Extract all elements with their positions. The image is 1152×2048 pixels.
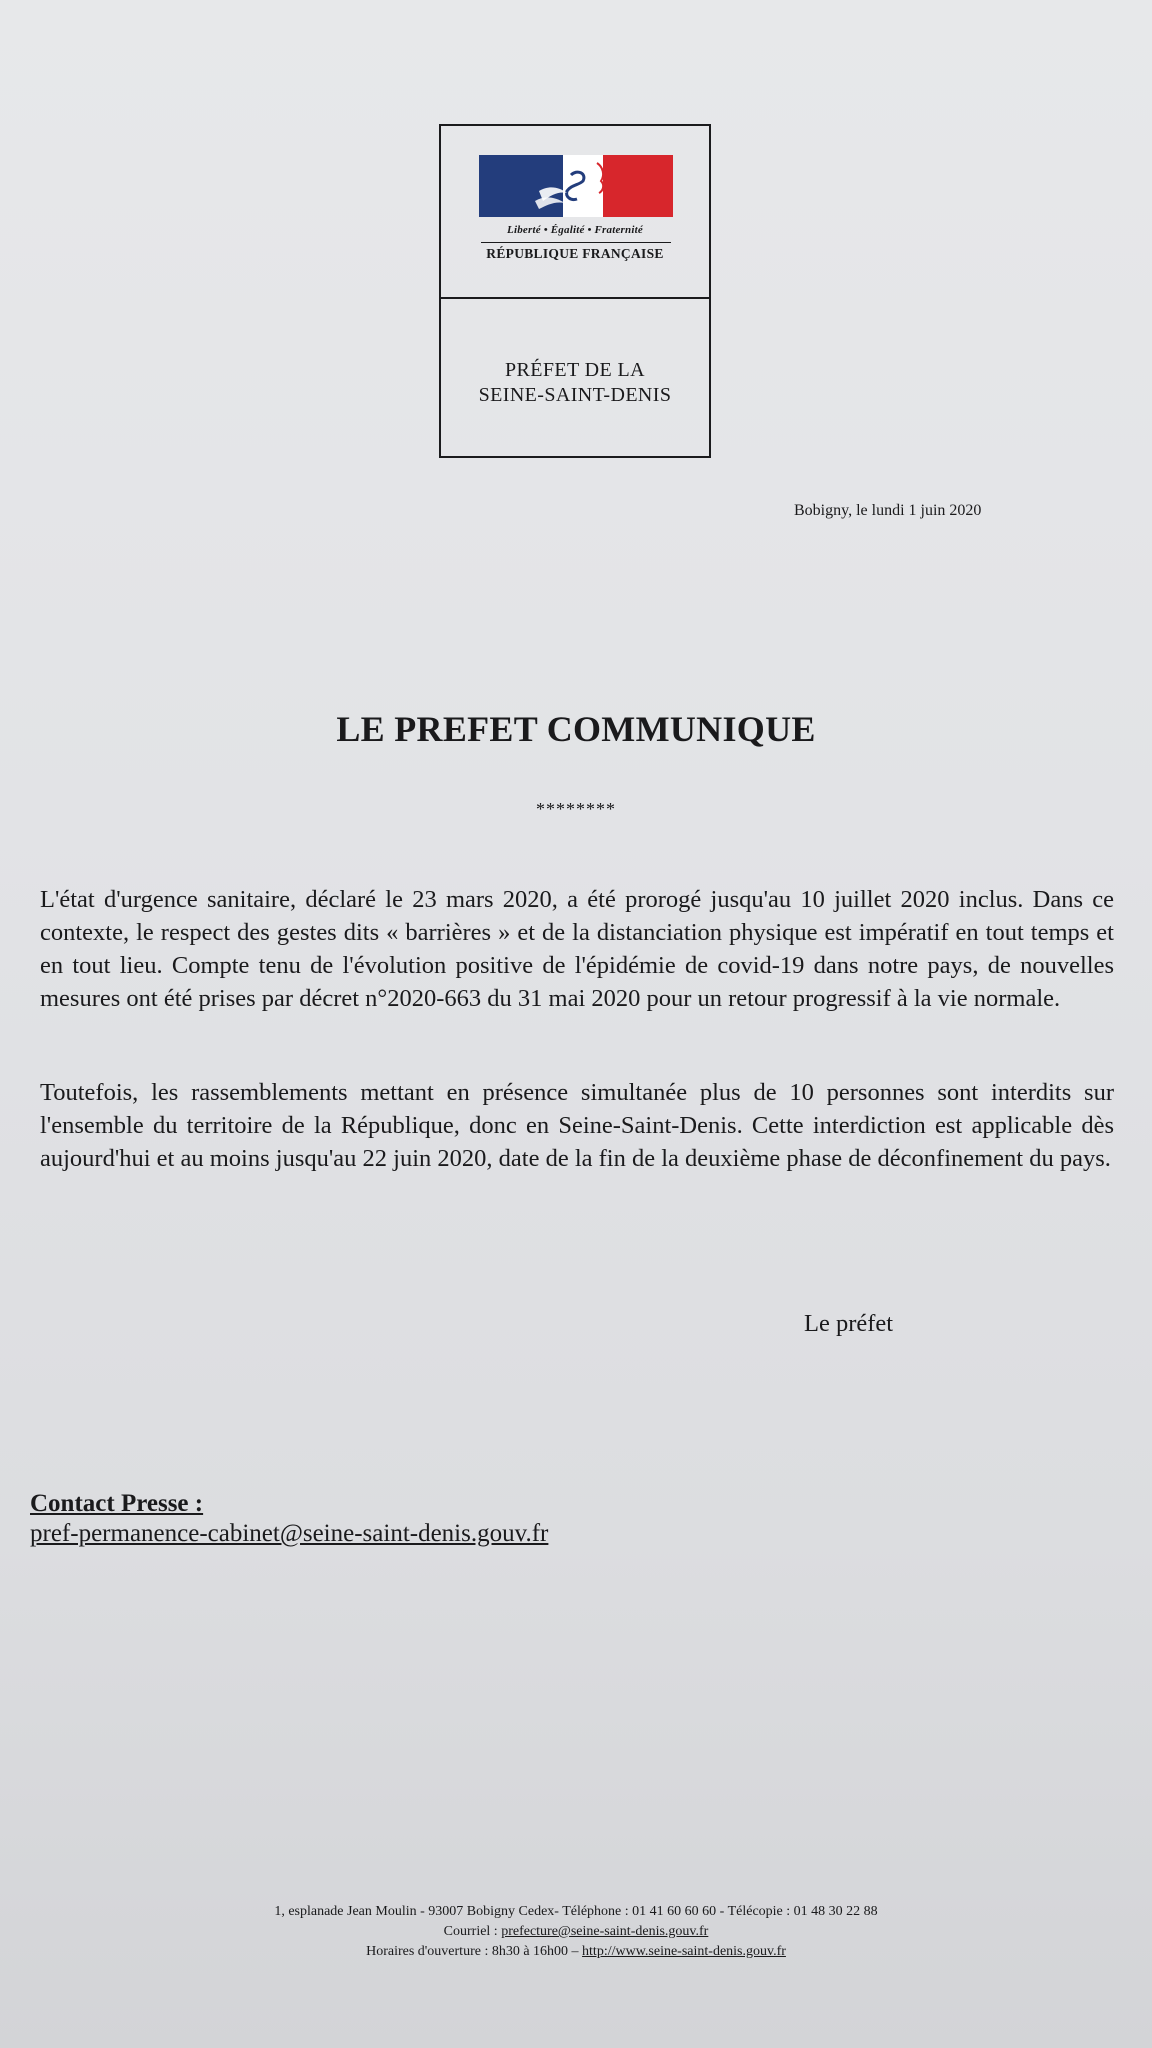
footer-mail-link[interactable]: prefecture@seine-saint-denis.gouv.fr <box>501 1924 709 1939</box>
footer-mail-label: Courriel : <box>443 1924 502 1939</box>
footer-hours-line <box>0 1942 1152 1962</box>
contact-email-link[interactable]: pref-permanence-cabinet@seine-saint-denis.gouv.fr <box>30 1520 549 1547</box>
footer <box>0 1902 1152 1962</box>
signature: Le préfet <box>804 1310 894 1337</box>
contact-press-label: Contact Presse : <box>30 1490 204 1517</box>
page-title: LE PREFET COMMUNIQUE <box>336 709 816 749</box>
prefecture-name-line2: SEINE-SAINT-DENIS <box>478 384 672 406</box>
logo-divider <box>481 242 671 243</box>
footer-website-link[interactable]: http://www.seine-saint-denis.gouv.fr <box>582 1944 786 1959</box>
footer-hours: Horaires d'ouverture : 8h30 à 16h00 – <box>366 1944 583 1959</box>
footer-address: 1, esplanade Jean Moulin - 93007 Bobigny Cedex- Téléphone : 01 41 60 60 60 - Télécopie : 01 48 30 22 88 <box>274 1904 878 1919</box>
motto-text: Liberté • Égalité • Fraternité <box>507 224 643 236</box>
footer-mail-line <box>0 1922 1152 1942</box>
prefecture-name-line1: PRÉFET DE LA <box>505 359 645 381</box>
body-paragraph-1: L'état d'urgence sanitaire, déclaré le 23 mars 2020, a été prorogé jusqu'au 10 juillet 2020 inclus. Dans ce contexte, le respect des gestes dits « barrières » et de la distanciation physique est impératif en tout temps et en tout lieu. Compte tenu de l'évolution positive de l'épidémie de covid-19 dans notre pays, de nouvelles mesures ont été prises par décret n°2020-663 du 31 mai 2020 pour un retour progressif à la vie normale. <box>40 886 1114 1012</box>
document-date: Bobigny, le lundi 1 juin 2020 <box>794 502 982 519</box>
prefecture-name <box>441 358 709 408</box>
prefecture-logo-block <box>439 124 711 458</box>
body-paragraph-2: Toutefois, les rassemblements mettant en présence simultanée plus de 10 personnes sont interdits sur l'ensemble du territoire de la République, donc en Seine-Saint-Denis. Cette interdiction est applicable dès aujourd'hui et au moins jusqu'au 22 juin 2020, date de la fin de la deuxième phase de déconfinement du pays. <box>40 1079 1114 1172</box>
republic-text: RÉPUBLIQUE FRANÇAISE <box>486 246 664 261</box>
marianne-flag-icon <box>479 155 673 217</box>
title-separator: ******** <box>536 799 616 819</box>
marianne-logo <box>441 126 709 299</box>
